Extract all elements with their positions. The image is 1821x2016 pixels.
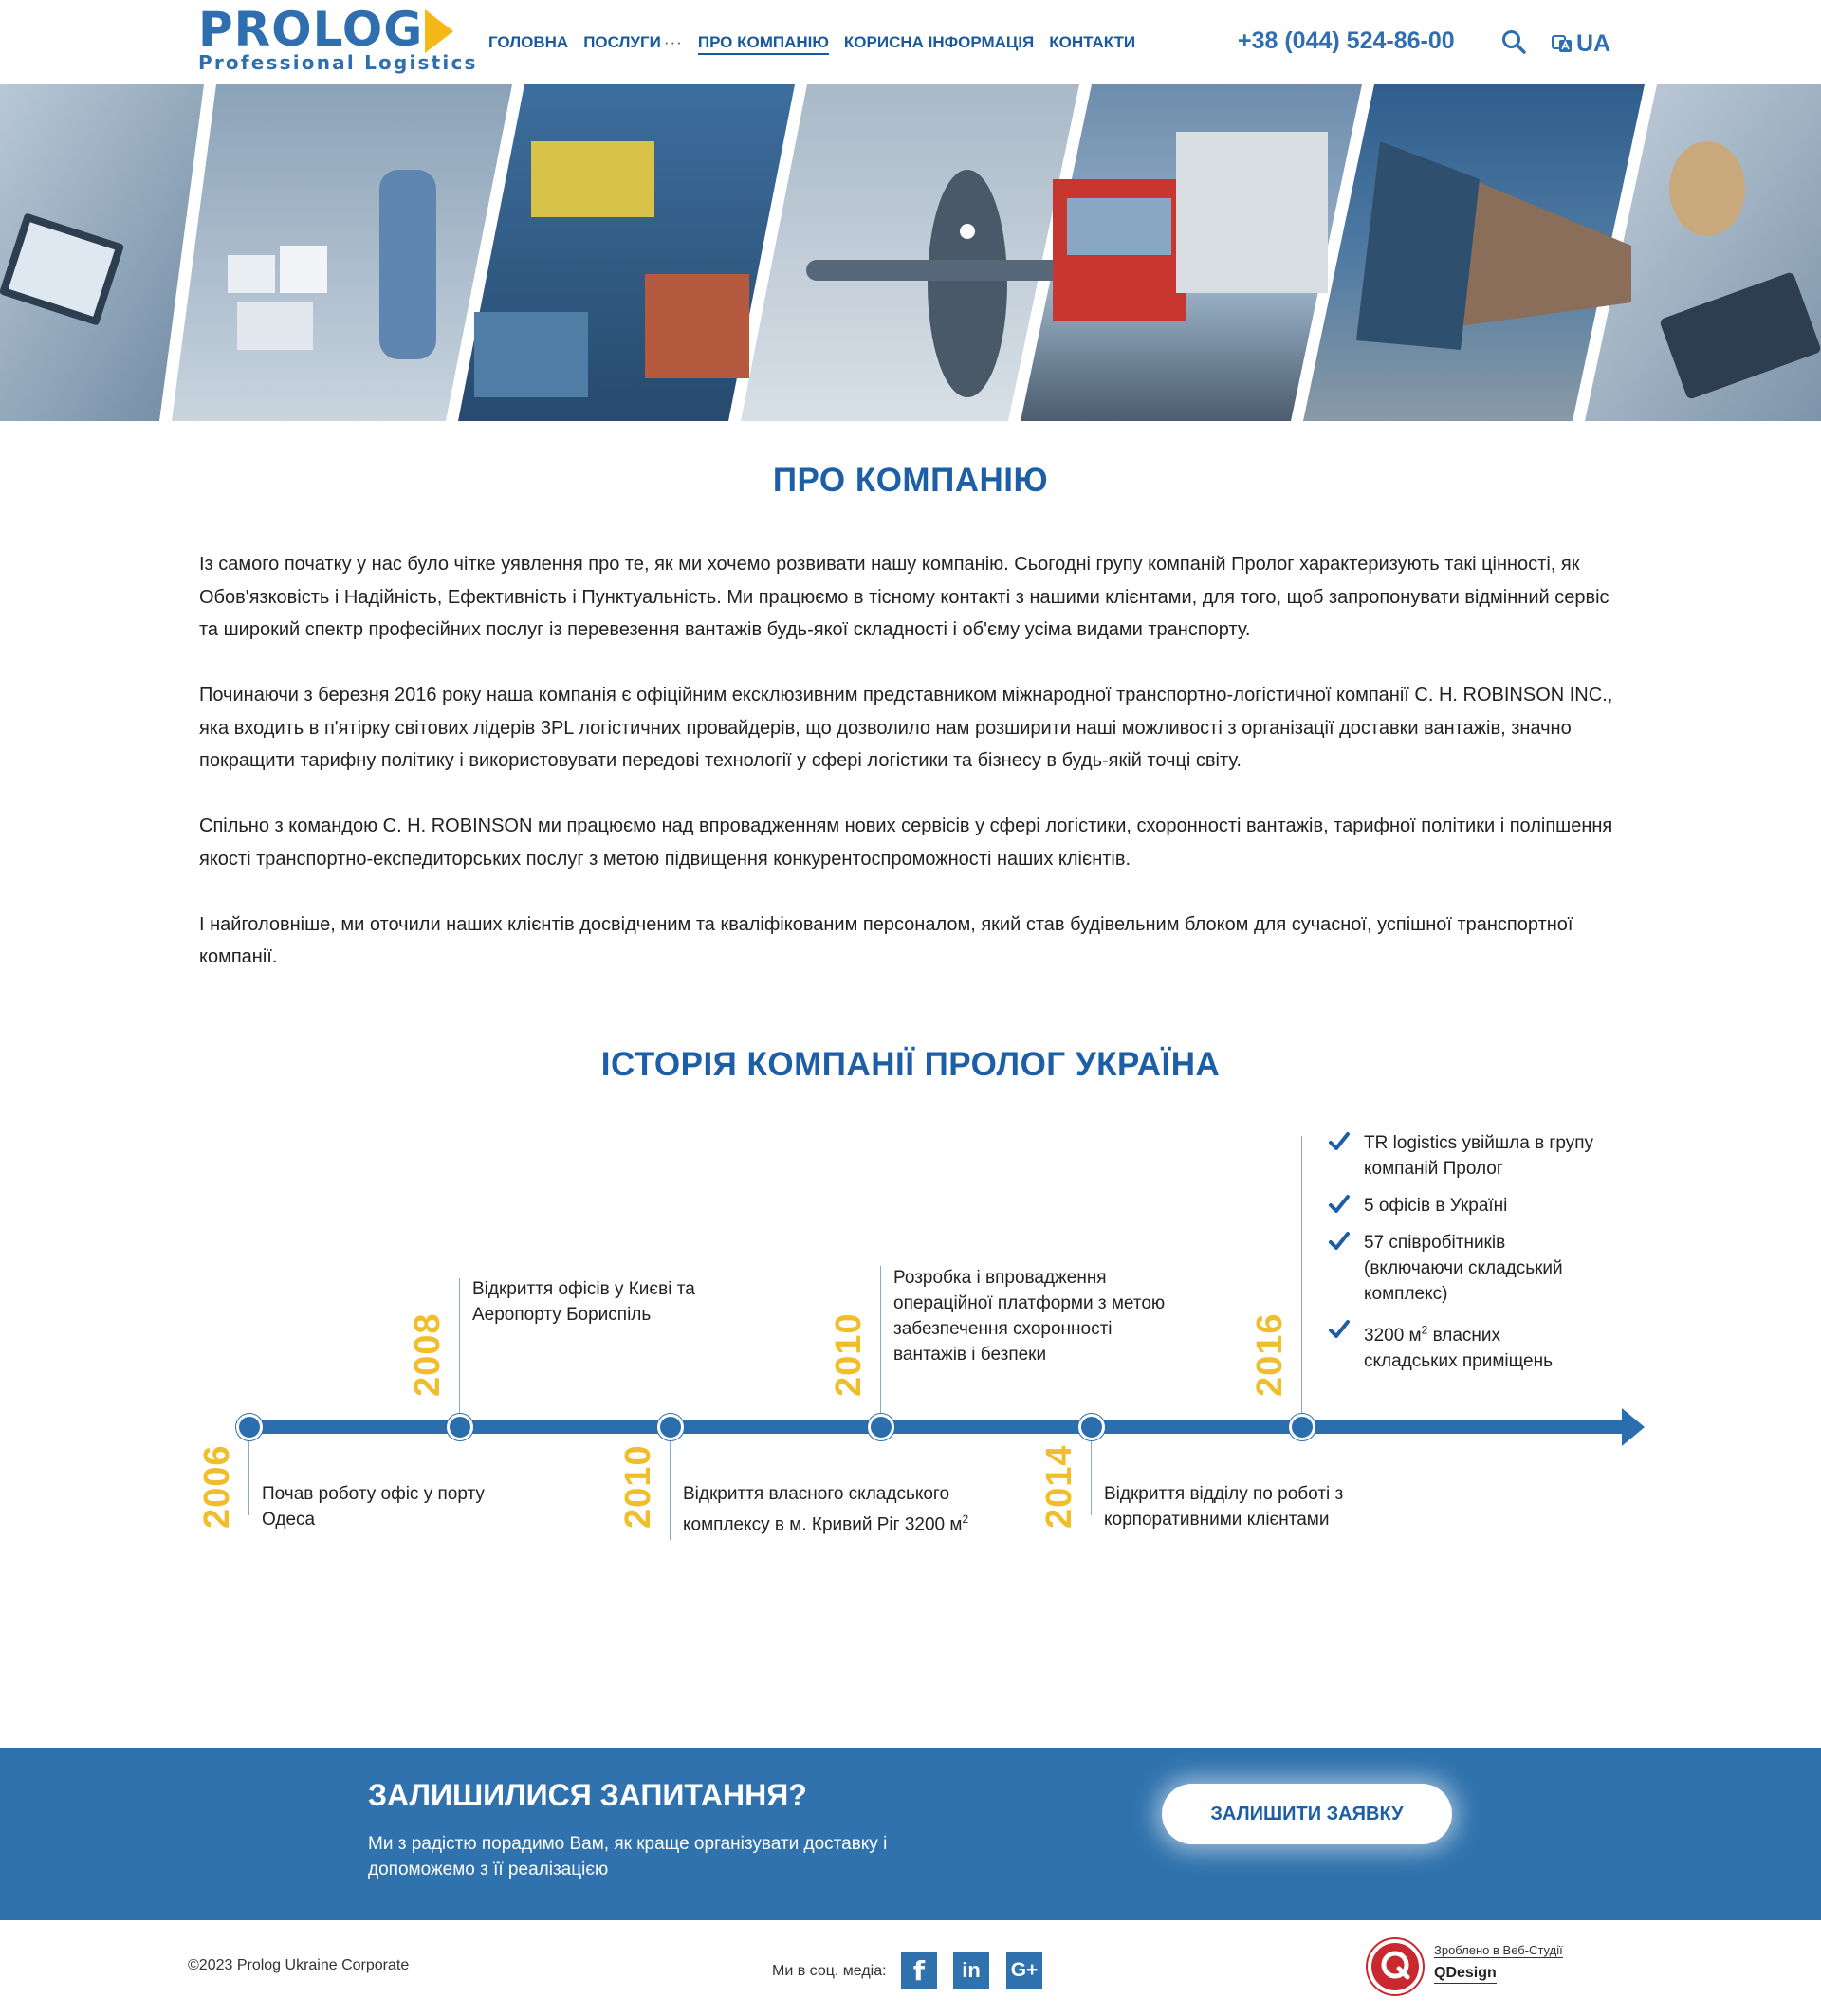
cta-title: ЗАЛИШИЛИСЯ ЗАПИТАННЯ? [368,1778,807,1812]
copyright: ©2023 Prolog Ukraine Corporate [188,1957,410,1973]
contact-cta [0,1748,1821,1920]
timeline-stem [459,1278,460,1416]
leave-request-button[interactable]: ЗАЛИШИТИ ЗАЯВКУ [1162,1784,1452,1844]
timeline-event-text: Відкриття відділу по роботі з корпоративними клієнтами [1104,1484,1344,1530]
about-paragraph: Із самого початку у нас було чітке уявлення про те, як ми хочемо розвивати нашу компанію. Сьогодні групу компаній Пролог характеризують такі цінності, як Обов'язковість і Надійність, Ефективність і Пунктуальність. Ми працюємо в тісному контакті з нашими клієнтами, для того, щоб запропонувати відмінний сервіс та широкий спектр професійних послуг із перевезення вантажів будь-якої складності і об'єму усіма видами транспорту. [199,554,1609,640]
linkedin-icon[interactable]: in [953,1952,989,1989]
header [0,0,1821,84]
translate-icon [1552,33,1573,54]
studio-name-link[interactable]: QDesign [1434,1964,1497,1984]
timeline-year: 2014 [1039,1444,1079,1529]
about-paragraph: І найголовніше, ми оточили наших клієнтів досвідченим та кваліфікованим персоналом, який став будівельним блоком для сучасної, успішної транспортної компанії. [199,913,1573,967]
timeline-arrow-icon [1622,1408,1645,1446]
list-item [1328,1130,1593,1182]
nav-item-services-label: ПОСЛУГИ [583,33,661,51]
studio-caption: Зроблено в Веб-Студії [1434,1943,1563,1957]
timeline-stem [880,1266,881,1416]
language-switcher[interactable] [1552,30,1610,57]
dropdown-dots-icon: ··· [663,33,683,51]
timeline-year: 2016 [1250,1312,1290,1397]
about-title: ПРО КОМПАНІЮ [772,462,1049,499]
timeline-year: 2010 [829,1312,869,1397]
timeline-event-text: Розробка і впровадження операційної платформи з метою забезпечення схоронності вантажів і безпеки [893,1268,1166,1365]
nav-item-contacts[interactable]: КОНТАКТИ [1049,33,1136,51]
facebook-icon[interactable]: f [901,1952,937,1989]
timeline-stem [670,1441,671,1540]
timeline-dot [657,1414,684,1440]
timeline-year: 2008 [408,1312,448,1397]
nav-item-useful-info[interactable]: КОРИСНА ІНФОРМАЦІЯ [843,33,1035,51]
search-icon[interactable] [1501,29,1526,54]
footer [0,1920,1821,2016]
about-text [199,548,1622,1006]
list-item-text: TR logistics увійшла в групу компаній Пролог [1364,1133,1594,1179]
timeline-milestone-list [1328,1130,1593,1385]
timeline-event-text: Відкриття офісів у Києві та Аеропорту Бориспіль [472,1279,695,1325]
list-item-text: 5 офісів в Україні [1364,1196,1508,1216]
hero-collage-image [0,84,1821,421]
main-nav [488,32,1135,55]
qdesign-logo-icon[interactable] [1366,1937,1425,1996]
list-item [1328,1230,1593,1307]
timeline-event-text: Відкриття власного складського комплексу в м. Кривий Ріг 3200 $м^2$ [683,1484,969,1535]
language-label: UA [1576,30,1611,57]
nav-item-home[interactable]: ГОЛОВНА [488,33,569,51]
timeline-dot [1289,1414,1315,1440]
nav-item-services[interactable] [583,32,683,55]
timeline-dot [868,1414,894,1440]
checkmark-icon [1328,1131,1351,1154]
logo-subtitle: Professional Logistics [198,51,478,74]
checkmark-icon [1328,1319,1351,1342]
hero-banner [0,84,1821,421]
list-item-text: 3200 $м^2$ власних складських приміщень [1364,1324,1553,1372]
logo[interactable] [198,4,478,72]
google-plus-icon[interactable]: G+ [1006,1952,1042,1989]
phone-link[interactable]: +38 (044) 524-86-00 [1238,27,1455,54]
list-item-text: 57 співробітників (включаючи складський комплекс) [1364,1233,1563,1304]
cta-text: Ми з радістю порадимо Вам, як краще організувати доставку і допоможемо з її реалізацією [368,1834,888,1879]
about-paragraph: Спільно з командою С. Н. ROBINSON ми працюємо над впровадженням нових сервісів у сфері логістики, схоронності вантажів, тарифної політики і поліпшення якості транспортно-експедиторських послуг з метою підвищення конкурентоспроможності наших клієнтів. [199,816,1613,870]
timeline-dot [236,1414,263,1440]
checkmark-icon [1328,1194,1351,1217]
list-item [1328,1318,1593,1374]
history-title: ІСТОРІЯ КОМПАНІЇ ПРОЛОГ УКРАЇНА [600,1046,1221,1083]
about-paragraph: Починаючи з березня 2016 року наша компанія є офіційним ексклюзивним представником міжнародної транспортно-логістичної компанії С. Н. ROBINSON INC., яка входить в п'ятірку світових лідерів 3PL логістичних провайдерів, що дозволило нам розширити наші можливості з організації доставки вантажів, значно покращити тарифну політику і використовувати передові технології у сфері логістики та бізнесу в будь-якій точці світу. [199,685,1613,771]
timeline-year: 2006 [197,1444,237,1529]
logo-word: PROLOG [198,2,424,57]
list-item [1328,1193,1593,1219]
timeline-stem [1301,1136,1302,1416]
history-timeline [0,1119,1821,1574]
timeline-dot [1078,1414,1105,1440]
timeline-year: 2010 [618,1444,658,1529]
timeline-event-text: Почав роботу офіс у порту Одеса [262,1484,485,1530]
timeline-stem [1091,1441,1092,1515]
social-label: Ми в соц. медіа: [772,1963,887,1979]
checkmark-icon [1328,1231,1351,1254]
timeline-dot [447,1414,473,1440]
nav-item-about[interactable]: ПРО КОМПАНІЮ [698,32,829,55]
timeline-stem [248,1441,249,1515]
logo-arrow-icon [425,9,453,53]
